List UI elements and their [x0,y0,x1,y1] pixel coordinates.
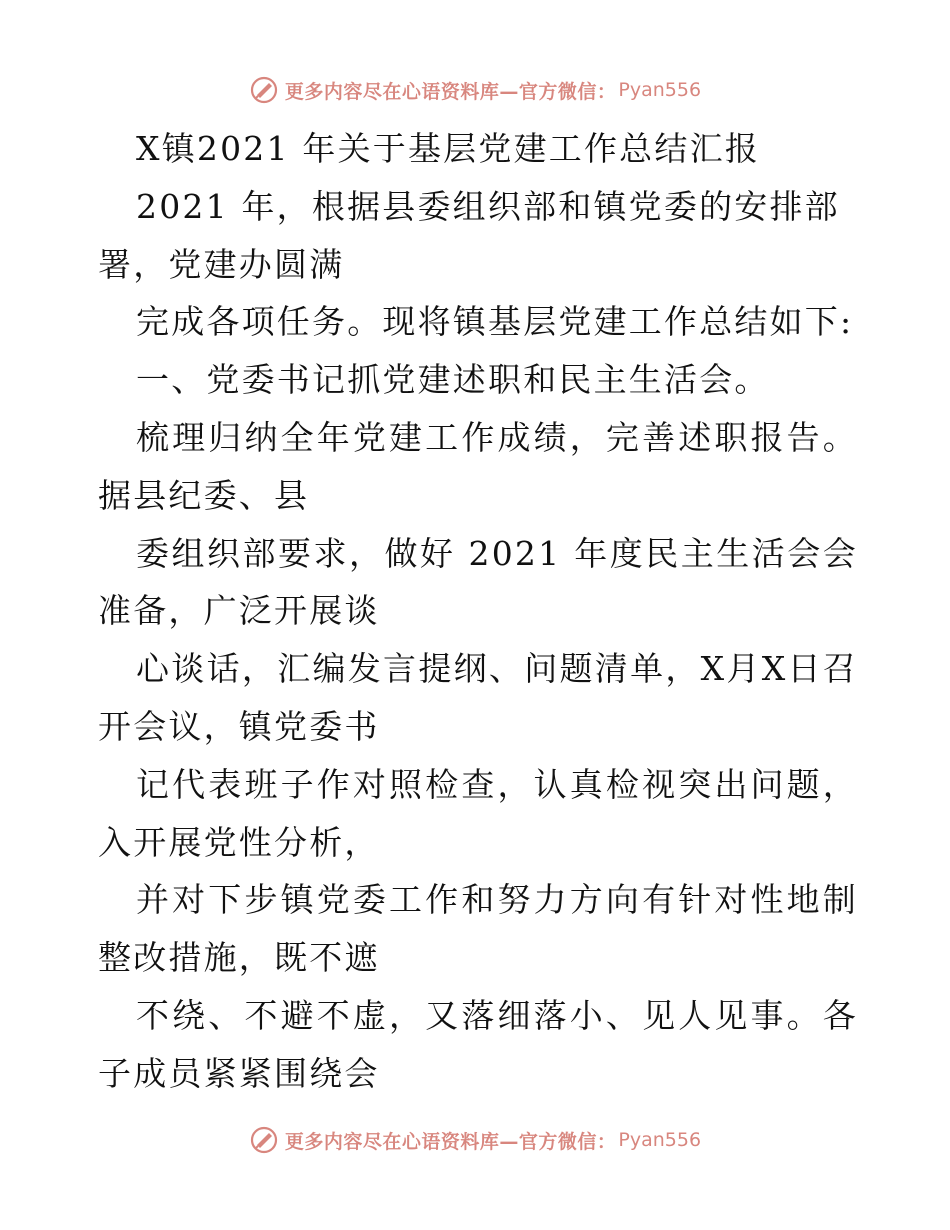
seal-logo-icon [249,75,279,105]
text-line: 完成各项任务。现将镇基层党建工作总结如下: [136,302,854,342]
seal-logo-icon [249,1125,279,1155]
watermark-wechat-id: Pyan556 [618,1129,702,1151]
text-line: 入开展党性分析， [98,822,380,862]
text-line: 记代表班子作对照检查，认真检视突出问题， [136,764,858,804]
text-line: 不绕、不避不虚，又落细落小、见人见事。各 [136,995,858,1035]
text-line: 署，党建办圆满 [98,244,345,284]
text-line: X镇2021 年关于基层党建工作总结汇报 [136,129,760,168]
text-line: 据县纪委、县 [98,475,310,515]
text-line: 一、党委书记抓党建述职和民主生活会。 [136,360,770,400]
text-line: 开会议，镇党委书 [98,706,380,746]
text-line: 准备，广泛开展谈 [98,591,380,631]
watermark-header [0,70,950,110]
text-line: 委组织部要求，做好 2021 年度民主生活会会 [136,533,858,573]
document-body [98,120,858,1103]
watermark-text: 更多内容尽在心语资料库—官方微信： [284,80,617,103]
text-line: 整改措施，既不遮 [98,938,380,978]
text-line: 并对下步镇党委工作和努力方向有针对性地制 [136,880,858,920]
text-line: 梳理归纳全年党建工作成绩，完善述职报告。 [136,417,858,457]
watermark-text: 更多内容尽在心语资料库—官方微信： [284,1130,617,1153]
text-line: 子成员紧紧围绕会 [98,1053,380,1093]
text-line: 2021 年，根据县委组织部和镇党委的安排部 [136,186,840,226]
text-line: 心谈话，汇编发言提纲、问题清单，X月X日召 [136,649,858,689]
watermark-wechat-id: Pyan556 [618,79,702,101]
watermark-footer [0,1120,950,1160]
